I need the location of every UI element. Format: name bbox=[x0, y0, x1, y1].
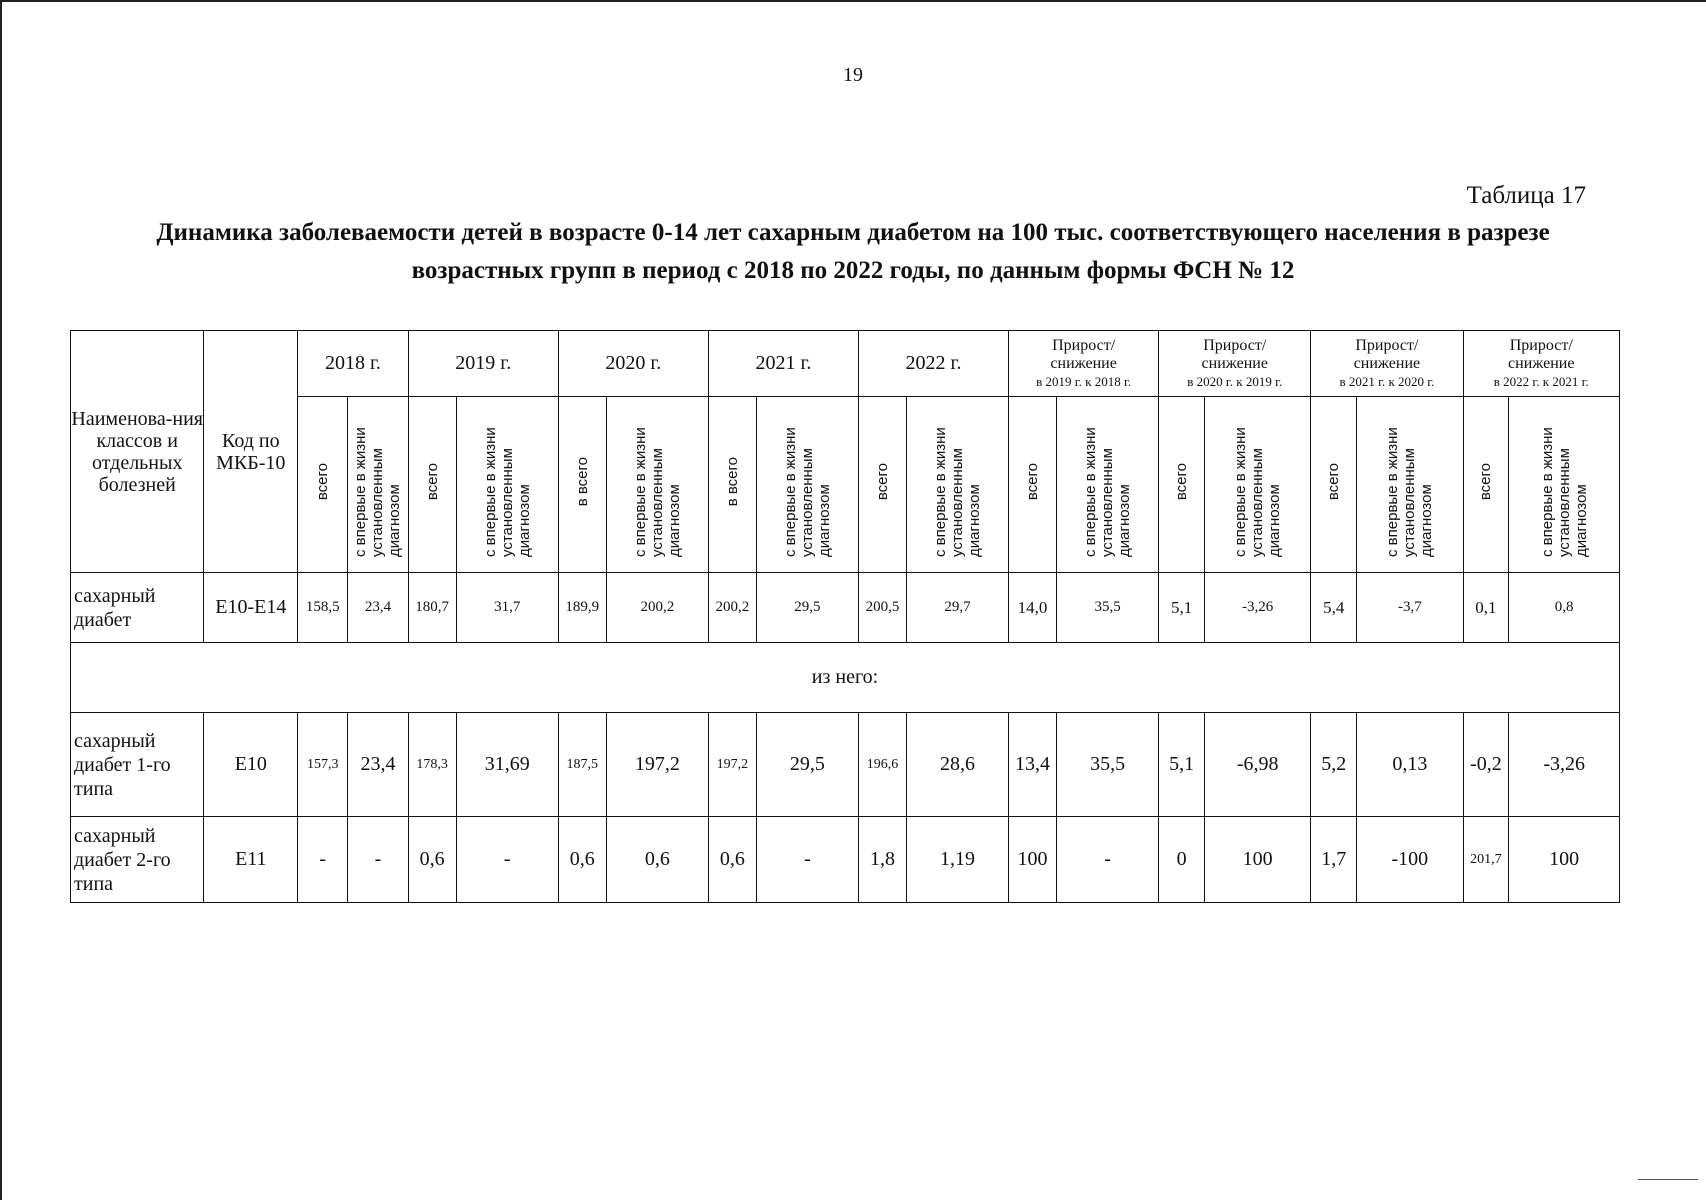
table-row-diabetes-total bbox=[71, 573, 1620, 643]
growth-header-line2: снижение bbox=[1353, 354, 1421, 372]
table-label: Таблица 17 bbox=[1466, 182, 1586, 209]
table-cell: 23,4 bbox=[348, 713, 408, 817]
table-cell: 5,1 bbox=[1159, 573, 1205, 643]
year-header-2020: 2020 г. bbox=[558, 331, 708, 397]
subheader-total bbox=[408, 397, 456, 573]
subheader-total-text: всего bbox=[1173, 463, 1191, 501]
subheader-total-text: в всего bbox=[573, 457, 591, 507]
table-cell: - bbox=[756, 817, 858, 903]
table-cell: 189,9 bbox=[558, 573, 606, 643]
table-cell: 0,13 bbox=[1357, 713, 1463, 817]
table-cell: 201,7 bbox=[1463, 817, 1509, 903]
header-row-subcolumns bbox=[71, 397, 1620, 573]
table-cell: 29,5 bbox=[756, 573, 858, 643]
subheader-first-diagnosed bbox=[606, 397, 708, 573]
code-column-header: Код по МКБ-10 bbox=[204, 331, 298, 573]
subheader-total bbox=[298, 397, 348, 573]
table-cell: 200,2 bbox=[606, 573, 708, 643]
growth-header-2019 bbox=[1009, 331, 1159, 397]
subheader-total-text: всего bbox=[314, 463, 332, 501]
table-cell: 0,6 bbox=[408, 817, 456, 903]
incidence-table bbox=[70, 330, 1620, 903]
subheader-total bbox=[858, 397, 906, 573]
table-cell: 0,8 bbox=[1509, 573, 1620, 643]
growth-header-line2: снижение bbox=[1508, 354, 1575, 372]
growth-header-line3: в 2021 г. к 2020 г. bbox=[1339, 373, 1435, 389]
table-cell: 0,6 bbox=[558, 817, 606, 903]
subheader-total-text: всего bbox=[1477, 463, 1495, 501]
table-cell: -3,26 bbox=[1509, 713, 1620, 817]
subheader-total bbox=[558, 397, 606, 573]
growth-header-line2: снижение bbox=[1050, 354, 1117, 372]
name-column-header: Наименова-ния классов и отдельных болезней bbox=[71, 331, 204, 573]
table-cell: -0,2 bbox=[1463, 713, 1509, 817]
subheader-label: из него: bbox=[71, 643, 1620, 713]
table-cell: 0,1 bbox=[1463, 573, 1509, 643]
subheader-first-diagnosed bbox=[906, 397, 1008, 573]
table-cell: 100 bbox=[1205, 817, 1311, 903]
table-cell: 200,5 bbox=[858, 573, 906, 643]
subheader-total bbox=[1159, 397, 1205, 573]
table-cell: 31,69 bbox=[456, 713, 558, 817]
table-row-diabetes-type2 bbox=[71, 817, 1620, 903]
subheader-first-diagnosed-text: с впервые в жизни установленным диагнозом bbox=[481, 427, 533, 557]
growth-header-line3: в 2019 г. к 2018 г. bbox=[1036, 373, 1132, 389]
subheader-first-diagnosed-text: с впервые в жизни установленным диагнозом bbox=[631, 427, 683, 557]
table-cell: 5,2 bbox=[1311, 713, 1357, 817]
table-row-diabetes-type1 bbox=[71, 713, 1620, 817]
subheader-total-text: всего bbox=[1024, 463, 1042, 501]
table-cell: 31,7 bbox=[456, 573, 558, 643]
table-cell: - bbox=[1057, 817, 1159, 903]
subheader-first-diagnosed-text: с впервые в жизни установленным диагнозом bbox=[1384, 427, 1436, 557]
subheader-total bbox=[1009, 397, 1057, 573]
table-cell: 23,4 bbox=[348, 573, 408, 643]
document-title: Динамика заболеваемости детей в возрасте 0-14 лет сахарным диабетом на 100 тыс. соответствующего населения в разрезе возрастных групп в период с 2018 по 2022 годы, по данным формы ФСН № 12 bbox=[156, 219, 1550, 284]
table-cell: 35,5 bbox=[1057, 713, 1159, 817]
growth-header-2020 bbox=[1159, 331, 1311, 397]
growth-header-line3: в 2020 г. к 2019 г. bbox=[1187, 373, 1283, 389]
growth-header-2022 bbox=[1463, 331, 1620, 397]
table-cell: 29,5 bbox=[756, 713, 858, 817]
subheader-total bbox=[1311, 397, 1357, 573]
subheader-first-diagnosed-text: с впервые в жизни установленным диагнозом bbox=[1538, 427, 1590, 557]
row-name: сахарный диабет 1-го типа bbox=[71, 713, 204, 817]
subheader-first-diagnosed bbox=[1205, 397, 1311, 573]
table-cell: 0,6 bbox=[708, 817, 756, 903]
growth-header-line1: Прирост/ bbox=[1509, 336, 1573, 354]
table-cell: 28,6 bbox=[906, 713, 1008, 817]
subheader-total bbox=[1463, 397, 1509, 573]
subheader-total bbox=[708, 397, 756, 573]
table-cell: 1,8 bbox=[858, 817, 906, 903]
table-cell: 5,4 bbox=[1311, 573, 1357, 643]
growth-header-line1: Прирост/ bbox=[1203, 336, 1267, 354]
table-cell: - bbox=[456, 817, 558, 903]
table-cell: 197,2 bbox=[606, 713, 708, 817]
table-cell: 14,0 bbox=[1009, 573, 1057, 643]
table-cell: -100 bbox=[1357, 817, 1463, 903]
table-cell: 0,6 bbox=[606, 817, 708, 903]
table-cell: -3,26 bbox=[1205, 573, 1311, 643]
subheader-first-diagnosed-text: с впервые в жизни установленным диагнозом bbox=[781, 427, 833, 557]
row-name: сахарный диабет bbox=[71, 573, 204, 643]
subheader-first-diagnosed-text: с впервые в жизни установленным диагнозом bbox=[1232, 427, 1284, 557]
subheader-first-diagnosed bbox=[756, 397, 858, 573]
subheader-first-diagnosed-text: с впервые в жизни установленным диагнозом bbox=[932, 427, 983, 557]
row-code: E10 bbox=[204, 713, 298, 817]
growth-header-line2: снижение bbox=[1201, 354, 1268, 372]
table-cell: 1,7 bbox=[1311, 817, 1357, 903]
subheader-first-diagnosed bbox=[348, 397, 408, 573]
table-cell: 100 bbox=[1009, 817, 1057, 903]
table-cell: 1,19 bbox=[906, 817, 1008, 903]
table-cell: 158,5 bbox=[298, 573, 348, 643]
scan-border-left bbox=[0, 0, 2, 1200]
row-name: сахарный диабет 2-го типа bbox=[71, 817, 204, 903]
subheader-total-text: всего bbox=[423, 463, 441, 501]
year-header-2021: 2021 г. bbox=[708, 331, 858, 397]
table-row-subheader bbox=[71, 643, 1620, 713]
table-cell: - bbox=[298, 817, 348, 903]
row-code: E11 bbox=[204, 817, 298, 903]
table-cell: 180,7 bbox=[408, 573, 456, 643]
page-number: 19 bbox=[843, 64, 863, 86]
subheader-first-diagnosed bbox=[456, 397, 558, 573]
growth-header-line3: в 2022 г. к 2021 г. bbox=[1493, 373, 1589, 389]
scan-mark bbox=[1638, 1179, 1698, 1180]
year-header-2018: 2018 г. bbox=[298, 331, 409, 397]
table-cell: 100 bbox=[1509, 817, 1620, 903]
table-cell: 0 bbox=[1159, 817, 1205, 903]
row-code: E10-E14 bbox=[204, 573, 298, 643]
table-cell: -3,7 bbox=[1357, 573, 1463, 643]
table-cell: -6,98 bbox=[1205, 713, 1311, 817]
table-cell: 5,1 bbox=[1159, 713, 1205, 817]
table-cell: 187,5 bbox=[558, 713, 606, 817]
table-cell: 200,2 bbox=[708, 573, 756, 643]
subheader-total-text: всего bbox=[873, 463, 891, 501]
growth-header-line1: Прирост/ bbox=[1355, 336, 1419, 354]
subheader-first-diagnosed bbox=[1509, 397, 1620, 573]
subheader-first-diagnosed-text: с впервые в жизни установленным диагнозом bbox=[352, 427, 404, 557]
scan-border-top bbox=[0, 0, 1706, 2]
subheader-first-diagnosed bbox=[1357, 397, 1463, 573]
header-row-years bbox=[71, 331, 1620, 397]
table-cell: 157,3 bbox=[298, 713, 348, 817]
table-cell: 196,6 bbox=[858, 713, 906, 817]
subheader-first-diagnosed-text: с впервые в жизни установленным диагнозом bbox=[1082, 427, 1134, 557]
year-header-2022: 2022 г. bbox=[858, 331, 1008, 397]
growth-header-2021 bbox=[1311, 331, 1463, 397]
table-cell: 13,4 bbox=[1009, 713, 1057, 817]
subheader-total-text: всего bbox=[1325, 463, 1343, 501]
table-cell: 197,2 bbox=[708, 713, 756, 817]
subheader-first-diagnosed bbox=[1057, 397, 1159, 573]
table-cell: 35,5 bbox=[1057, 573, 1159, 643]
table-cell: - bbox=[348, 817, 408, 903]
year-header-2019: 2019 г. bbox=[408, 331, 558, 397]
growth-header-line1: Прирост/ bbox=[1052, 336, 1116, 354]
subheader-total-text: в всего bbox=[723, 457, 741, 507]
table-cell: 178,3 bbox=[408, 713, 456, 817]
table-cell: 29,7 bbox=[906, 573, 1008, 643]
